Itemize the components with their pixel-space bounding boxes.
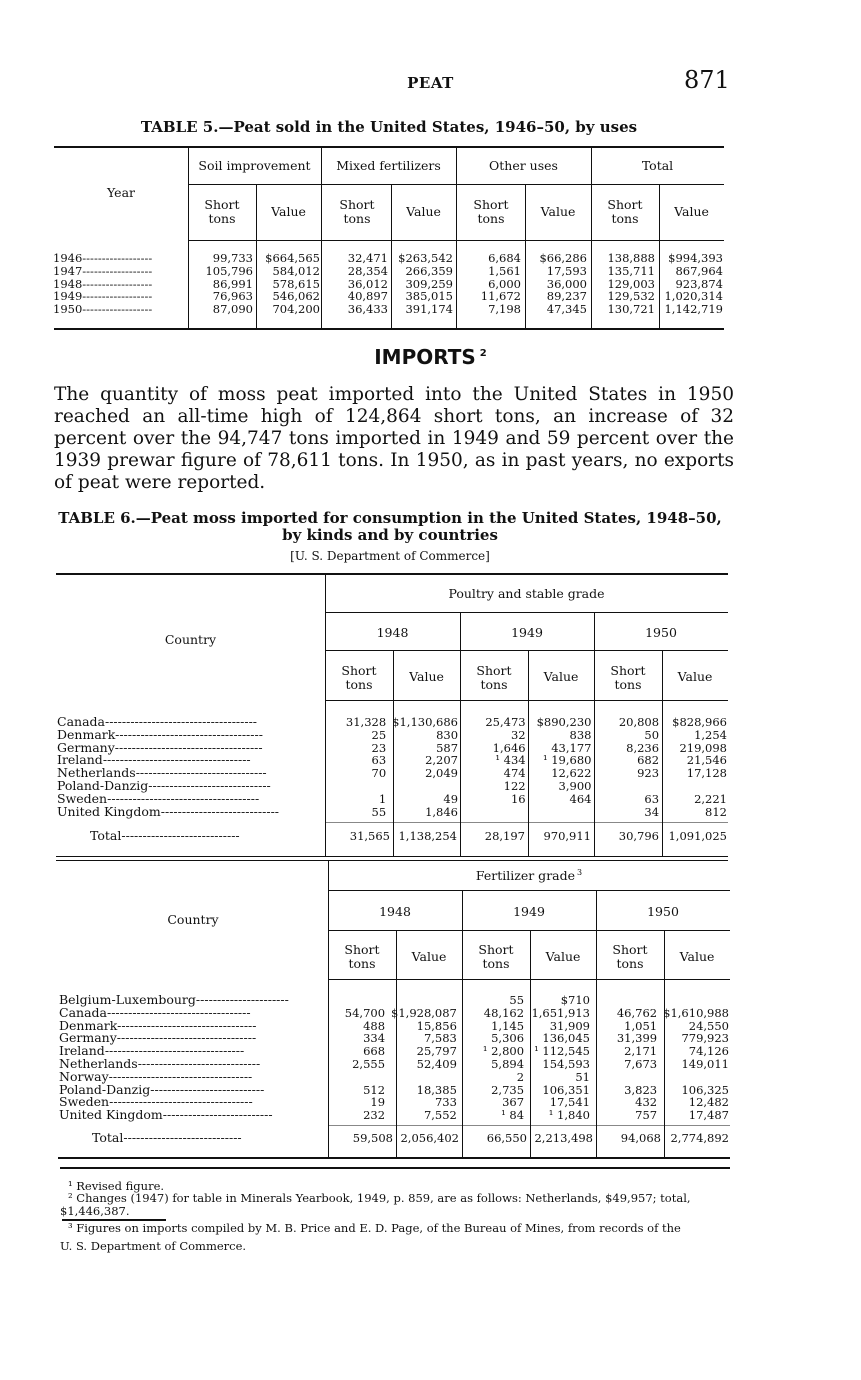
total-value: 2,056,402 xyxy=(400,1131,459,1145)
leader-dots: ---------------------------------- xyxy=(108,1068,253,1084)
total-value: 59,508 xyxy=(352,1131,393,1145)
country-cell: Denmark--------------------------------- xyxy=(59,1017,257,1033)
poultry-year-1950: 1950 xyxy=(645,625,677,640)
value-cell: 8,236 xyxy=(626,740,660,755)
value-cell: 1,051 xyxy=(624,1018,658,1033)
leader-dots: ------------------ xyxy=(82,263,153,278)
value-cell: 19 xyxy=(370,1095,386,1110)
value-cell: 130,721 xyxy=(607,302,655,317)
country-cell: Poland-Danzig--------------------------- xyxy=(59,1081,265,1097)
value-cell: 2 xyxy=(516,1069,525,1084)
value-cell: 18,385 xyxy=(416,1082,457,1097)
value-cell: 99,733 xyxy=(212,251,253,265)
t5-sub-short-3: Short tons xyxy=(473,197,509,226)
leader-dots: ----------------------------- xyxy=(137,1055,261,1071)
footnote-2a: ² Changes (1947) for table in Minerals Yearbook, 1949, p. 859, are as follows: Netherlands, $49,957; total, xyxy=(68,1191,691,1205)
value-cell: 86,991 xyxy=(212,276,253,291)
value-cell: 31,328 xyxy=(345,715,387,729)
footnote-2b: $1,446,387. xyxy=(60,1204,130,1218)
value-cell xyxy=(322,780,390,793)
fertilizer-sub-short-1: Short tons xyxy=(344,942,380,971)
value-cell: $66,286 xyxy=(539,251,587,265)
value-cell: 17,593 xyxy=(546,263,587,278)
leader-dots: ----------------------------------- xyxy=(114,739,263,755)
total-value: 2,213,498 xyxy=(534,1131,593,1145)
value-cell: 17,541 xyxy=(549,1095,590,1110)
value-cell: 12,482 xyxy=(688,1095,729,1110)
year-cell: 1950------------------ xyxy=(53,302,153,317)
value-cell: 47,345 xyxy=(546,302,587,317)
fertilizer-sub-value-2: Value xyxy=(545,949,581,964)
total-value: 30,796 xyxy=(618,829,659,843)
value-cell: 23 xyxy=(371,740,387,755)
value-cell: 135,711 xyxy=(607,263,655,278)
leader-dots: --------------------------------- xyxy=(116,1030,257,1046)
value-cell: 17,487 xyxy=(688,1108,729,1123)
value-cell: 309,259 xyxy=(405,276,453,291)
value-cell: 16 xyxy=(510,791,526,806)
country-cell: Canada---------------------------------- xyxy=(59,1004,251,1020)
value-cell: 5,894 xyxy=(491,1056,525,1071)
value-cell: 6,000 xyxy=(488,276,521,291)
table-row xyxy=(54,806,730,819)
value-cell: 76,963 xyxy=(212,289,253,304)
value-cell: 1,254 xyxy=(694,727,727,742)
value-cell: 2,735 xyxy=(491,1082,525,1097)
value-cell: $263,542 xyxy=(398,251,453,265)
value-cell: 50 xyxy=(644,727,660,742)
value-cell: 55 xyxy=(371,804,387,819)
value-cell xyxy=(388,1071,460,1084)
country-cell: United Kingdom---------------------------- xyxy=(57,803,280,819)
country-cell: Netherlands------------------------------- xyxy=(57,765,267,781)
value-cell: 129,532 xyxy=(607,289,655,304)
total-value: 31,565 xyxy=(349,829,390,843)
value-cell: 1,846 xyxy=(425,804,459,819)
value-cell: 12,622 xyxy=(551,766,592,781)
value-cell: 334 xyxy=(363,1031,386,1046)
value-cell: 1,561 xyxy=(488,263,521,278)
value-cell: 34 xyxy=(644,804,660,819)
value-cell: 129,003 xyxy=(607,276,655,291)
value-cell: 7,552 xyxy=(423,1108,457,1123)
value-cell: 266,359 xyxy=(405,263,453,278)
t5-sub-value-2: Value xyxy=(406,204,441,219)
poultry-country-header: Country xyxy=(164,632,217,647)
total-value: 1,138,254 xyxy=(398,829,457,843)
table-row xyxy=(50,303,726,316)
value-cell: 1,646 xyxy=(492,740,526,755)
leader-dots: ---------------------------- xyxy=(123,1129,242,1145)
value-cell: 385,015 xyxy=(405,289,453,304)
value-cell: 55 xyxy=(509,993,525,1007)
value-cell: 15,856 xyxy=(416,1018,457,1033)
value-cell: 63 xyxy=(371,753,387,768)
fertilizer-year-1950: 1950 xyxy=(647,904,679,919)
value-cell: 122 xyxy=(503,778,526,793)
value-cell: 36,433 xyxy=(347,302,388,317)
value-cell xyxy=(461,806,529,819)
table5-group-fert: Mixed fertilizers xyxy=(336,158,441,173)
year-cell: 1947------------------ xyxy=(53,263,153,278)
country-cell: Germany--------------------------------- xyxy=(59,1030,257,1046)
value-cell: 2,207 xyxy=(425,753,459,768)
footnote-1: ¹ Revised figure. xyxy=(68,1179,165,1193)
leader-dots: ------------------------------- xyxy=(135,765,267,781)
poultry-sub-value-2: Value xyxy=(543,669,579,684)
value-cell: 1 xyxy=(378,791,387,806)
value-cell xyxy=(593,994,660,1007)
poultry-title: Poultry and stable grade xyxy=(448,586,605,601)
fertilizer-sub-value-1: Value xyxy=(411,949,447,964)
value-cell: 5,306 xyxy=(491,1031,525,1046)
poultry-sub-value-1: Value xyxy=(409,669,444,684)
poultry-sub-value-3: Value xyxy=(677,669,713,684)
value-cell: 474 xyxy=(503,766,526,781)
footnote-3a: ³ Figures on imports compiled by M. B. Price and E. D. Page, of the Bureau of Mines, from records of the xyxy=(68,1221,681,1235)
page-number: 871 xyxy=(684,66,730,94)
value-cell: 105,796 xyxy=(205,263,253,278)
value-cell: 49 xyxy=(443,791,459,806)
imports-heading: IMPORTS $^2$ xyxy=(374,345,487,369)
value-cell: 20,808 xyxy=(618,715,660,729)
year-cell: 1948------------------ xyxy=(53,276,153,291)
value-cell xyxy=(593,1071,660,1084)
value-cell: 219,098 xyxy=(679,740,727,755)
value-cell xyxy=(529,806,595,819)
leader-dots: -------------------------- xyxy=(162,1107,273,1123)
value-cell xyxy=(321,1071,388,1084)
country-cell: Sweden------------------------------------ xyxy=(57,790,260,806)
country-cell: Ireland--------------------------------- xyxy=(59,1043,245,1059)
value-cell: 51 xyxy=(575,1069,590,1084)
value-cell xyxy=(662,780,730,793)
running-head: PEAT xyxy=(407,74,454,92)
value-cell: ¹ 434 xyxy=(495,753,526,768)
value-cell: 63 xyxy=(644,791,660,806)
value-cell: 32,471 xyxy=(347,251,388,265)
poultry-sub-short-2: Short tons xyxy=(476,663,512,692)
total-row xyxy=(56,1131,732,1145)
value-cell: 28,354 xyxy=(347,263,388,278)
value-cell: 24,550 xyxy=(688,1018,729,1033)
total-value: 1,091,025 xyxy=(668,829,727,843)
value-cell: ¹ 1,840 xyxy=(548,1108,590,1123)
value-cell: 40,897 xyxy=(347,289,388,304)
total-row xyxy=(54,829,730,843)
value-cell: $994,393 xyxy=(668,251,723,265)
value-cell: 43,177 xyxy=(551,740,592,755)
value-cell: 138,888 xyxy=(607,251,655,265)
value-cell: 3,823 xyxy=(624,1082,658,1097)
value-cell: 48,162 xyxy=(483,1005,525,1020)
leader-dots: ---------------------------- xyxy=(160,803,280,819)
value-cell: 923 xyxy=(637,766,660,781)
country-cell: Norway---------------------------------- xyxy=(59,1068,253,1084)
t5-sub-value-4: Value xyxy=(674,204,709,219)
value-cell: 546,062 xyxy=(272,289,320,304)
leader-dots: ----------------------------- xyxy=(148,777,271,793)
poultry-body xyxy=(54,716,730,818)
value-cell: ¹ 112,545 xyxy=(534,1044,590,1059)
table5-year-header: Year xyxy=(107,185,135,200)
value-cell xyxy=(388,994,460,1007)
fertilizer-sub-value-3: Value xyxy=(679,949,715,964)
poultry-year-1948: 1948 xyxy=(376,625,409,640)
leader-dots: ---------------------------- xyxy=(121,827,240,843)
poultry-sub-short-1: Short tons xyxy=(341,663,377,692)
t5-sub-short-1: Short tons xyxy=(204,197,240,226)
value-cell: 584,012 xyxy=(272,263,320,278)
value-cell: $664,565 xyxy=(265,251,320,265)
value-cell: $890,230 xyxy=(536,715,592,729)
leader-dots: ----------------------------------- xyxy=(115,726,263,742)
fertilizer-sub-short-2: Short tons xyxy=(478,942,514,971)
value-cell: 154,593 xyxy=(542,1056,590,1071)
table-row xyxy=(56,1109,732,1122)
country-cell: United Kingdom-------------------------- xyxy=(59,1107,273,1123)
value-cell: 682 xyxy=(637,753,660,768)
country-cell: Netherlands----------------------------- xyxy=(59,1055,261,1071)
value-cell: 923,874 xyxy=(675,276,723,291)
value-cell: 704,200 xyxy=(272,302,320,317)
t5-sub-short-2: Short tons xyxy=(339,197,375,226)
poultry-year-1949: 1949 xyxy=(511,625,543,640)
value-cell: 70 xyxy=(371,766,387,781)
value-cell: 578,615 xyxy=(272,276,320,291)
value-cell: 1,145 xyxy=(491,1018,525,1033)
leader-dots: ------------------ xyxy=(82,251,153,265)
value-cell: 464 xyxy=(569,791,592,806)
value-cell xyxy=(660,994,732,1007)
value-cell: 1,651,913 xyxy=(531,1005,590,1020)
leader-dots: --------------------------------- xyxy=(104,1043,245,1059)
total-value: 2,774,892 xyxy=(670,1131,729,1145)
value-cell xyxy=(594,780,662,793)
country-cell: Belgium-Luxembourg---------------------- xyxy=(59,992,289,1007)
value-cell: $1,610,988 xyxy=(663,1005,729,1020)
value-cell: 87,090 xyxy=(212,302,253,317)
country-cell: Canada------------------------------------ xyxy=(57,714,258,729)
value-cell: ¹ 2,800 xyxy=(482,1044,525,1059)
imports-paragraph: The quantity of moss peat imported into the United States in 1950 reached an all-time high of 124,864 short tons, an increase of 32 percent over the 94,747 tons imported in 1949 and 59 percent over the 1939 prewar figure of 78,611 tons. In 1950, as in past years, no exports of peat were reported. xyxy=(54,384,734,493)
value-cell: $828,966 xyxy=(672,715,727,729)
value-cell xyxy=(321,994,388,1007)
value-cell: 391,174 xyxy=(405,302,453,317)
country-cell: Poland-Danzig----------------------------- xyxy=(57,777,271,793)
poultry-sub-short-3: Short tons xyxy=(610,663,646,692)
value-cell: 2,221 xyxy=(694,791,727,806)
value-cell: 432 xyxy=(635,1095,658,1110)
total-value: 970,911 xyxy=(543,829,591,843)
table5-caption: TABLE 5.—Peat sold in the United States, 1946–50, by uses xyxy=(140,118,638,136)
value-cell: 74,126 xyxy=(688,1044,729,1059)
value-cell: $710 xyxy=(560,993,590,1007)
value-cell: 838 xyxy=(569,727,592,742)
leader-dots: --------------------------------- xyxy=(117,1017,257,1033)
value-cell: 587 xyxy=(436,740,459,755)
value-cell: 2,555 xyxy=(352,1056,386,1071)
t5-sub-value-1: Value xyxy=(271,204,306,219)
value-cell: 31,399 xyxy=(616,1031,658,1046)
value-cell: 136,045 xyxy=(542,1031,590,1046)
total-label: Total---------------------------- xyxy=(90,827,240,843)
total-value: 66,550 xyxy=(486,1131,527,1145)
value-cell: 830 xyxy=(436,727,459,742)
table5-group-soil: Soil improvement xyxy=(198,158,311,173)
leader-dots: ----------------------------------- xyxy=(102,752,251,768)
value-cell: 733 xyxy=(434,1095,457,1110)
table6-caption-line2: by kinds and by countries xyxy=(282,526,498,544)
value-cell: 25,797 xyxy=(416,1044,457,1059)
fertilizer-total-row xyxy=(56,1131,732,1145)
value-cell: 779,923 xyxy=(681,1031,729,1046)
table6-caption-line1: TABLE 6.—Peat moss imported for consumption in the United States, 1948–50, xyxy=(58,509,722,527)
leader-dots: --------------------------- xyxy=(150,1081,265,1097)
country-cell: Ireland----------------------------------- xyxy=(57,752,251,768)
value-cell: 36,000 xyxy=(546,276,587,291)
country-cell: Germany----------------------------------- xyxy=(57,739,263,755)
fertilizer-title: Fertilizer grade $^3$ xyxy=(475,868,583,884)
value-cell: 11,672 xyxy=(480,289,521,304)
value-cell: 25,473 xyxy=(485,715,526,729)
value-cell: 7,583 xyxy=(423,1031,457,1046)
poultry-total-row xyxy=(54,829,730,843)
leader-dots: ------------------------------------ xyxy=(107,790,260,806)
total-value: 28,197 xyxy=(484,829,525,843)
leader-dots: ---------------------------------- xyxy=(106,1004,251,1020)
year-cell: 1946------------------ xyxy=(53,251,153,265)
value-cell: 46,762 xyxy=(616,1005,658,1020)
value-cell: 149,011 xyxy=(681,1056,729,1071)
total-label: Total---------------------------- xyxy=(92,1129,242,1145)
value-cell: 21,546 xyxy=(686,753,727,768)
fertilizer-sub-short-3: Short tons xyxy=(612,942,648,971)
table6-source: [U. S. Department of Commerce] xyxy=(290,549,490,563)
value-cell: 488 xyxy=(363,1018,386,1033)
value-cell: $1,130,686 xyxy=(392,715,459,729)
value-cell: 668 xyxy=(363,1044,386,1059)
leader-dots: ------------------------------------ xyxy=(104,714,258,729)
value-cell: 17,128 xyxy=(686,766,727,781)
value-cell xyxy=(660,1071,732,1084)
value-cell: 31,909 xyxy=(549,1018,590,1033)
value-cell: 106,351 xyxy=(542,1082,590,1097)
value-cell: 512 xyxy=(363,1082,386,1097)
fertilizer-body xyxy=(56,994,732,1122)
table5-group-other: Other uses xyxy=(489,158,558,173)
table5-body xyxy=(50,252,726,316)
value-cell: 2,049 xyxy=(425,766,459,781)
fertilizer-country-header: Country xyxy=(167,912,219,927)
country-cell: Denmark----------------------------------- xyxy=(57,726,263,742)
value-cell: 7,673 xyxy=(624,1056,658,1071)
value-cell: 54,700 xyxy=(344,1005,386,1020)
value-cell: 89,237 xyxy=(546,289,587,304)
country-cell: Sweden---------------------------------- xyxy=(59,1094,253,1110)
fertilizer-year-1948: 1948 xyxy=(379,904,411,919)
leader-dots: ------------------ xyxy=(82,276,153,291)
table5-group-total: Total xyxy=(641,158,674,173)
year-cell: 1949------------------ xyxy=(53,289,153,304)
value-cell: ¹ 19,680 xyxy=(542,753,592,768)
value-cell xyxy=(389,780,461,793)
value-cell: 3,900 xyxy=(558,778,592,793)
value-cell: 6,684 xyxy=(488,251,521,265)
value-cell: 1,020,314 xyxy=(664,289,723,304)
value-cell: 36,012 xyxy=(347,276,388,291)
leader-dots: ---------------------- xyxy=(195,992,289,1007)
t5-sub-value-3: Value xyxy=(540,204,576,219)
leader-dots: ---------------------------------- xyxy=(109,1094,253,1110)
value-cell: ¹ 84 xyxy=(501,1108,525,1123)
value-cell: 25 xyxy=(371,727,387,742)
value-cell: 7,198 xyxy=(488,302,521,317)
value-cell: 757 xyxy=(635,1108,658,1123)
value-cell: 106,325 xyxy=(681,1082,729,1097)
footnote-3b: U. S. Department of Commerce. xyxy=(60,1239,247,1253)
value-cell: 232 xyxy=(363,1108,386,1123)
value-cell: 52,409 xyxy=(416,1056,457,1071)
value-cell: 367 xyxy=(502,1095,525,1110)
value-cell: 32 xyxy=(510,727,526,742)
value-cell: 2,171 xyxy=(624,1044,658,1059)
leader-dots: ------------------ xyxy=(82,302,153,317)
value-cell: 812 xyxy=(705,804,727,819)
value-cell: $1,928,087 xyxy=(391,1005,457,1020)
t5-sub-short-4: Short tons xyxy=(607,197,643,226)
fertilizer-year-1949: 1949 xyxy=(513,904,545,919)
total-value: 94,068 xyxy=(620,1131,661,1145)
leader-dots: ------------------ xyxy=(82,289,153,304)
value-cell: 867,964 xyxy=(675,263,723,278)
value-cell: 1,142,719 xyxy=(664,302,723,317)
